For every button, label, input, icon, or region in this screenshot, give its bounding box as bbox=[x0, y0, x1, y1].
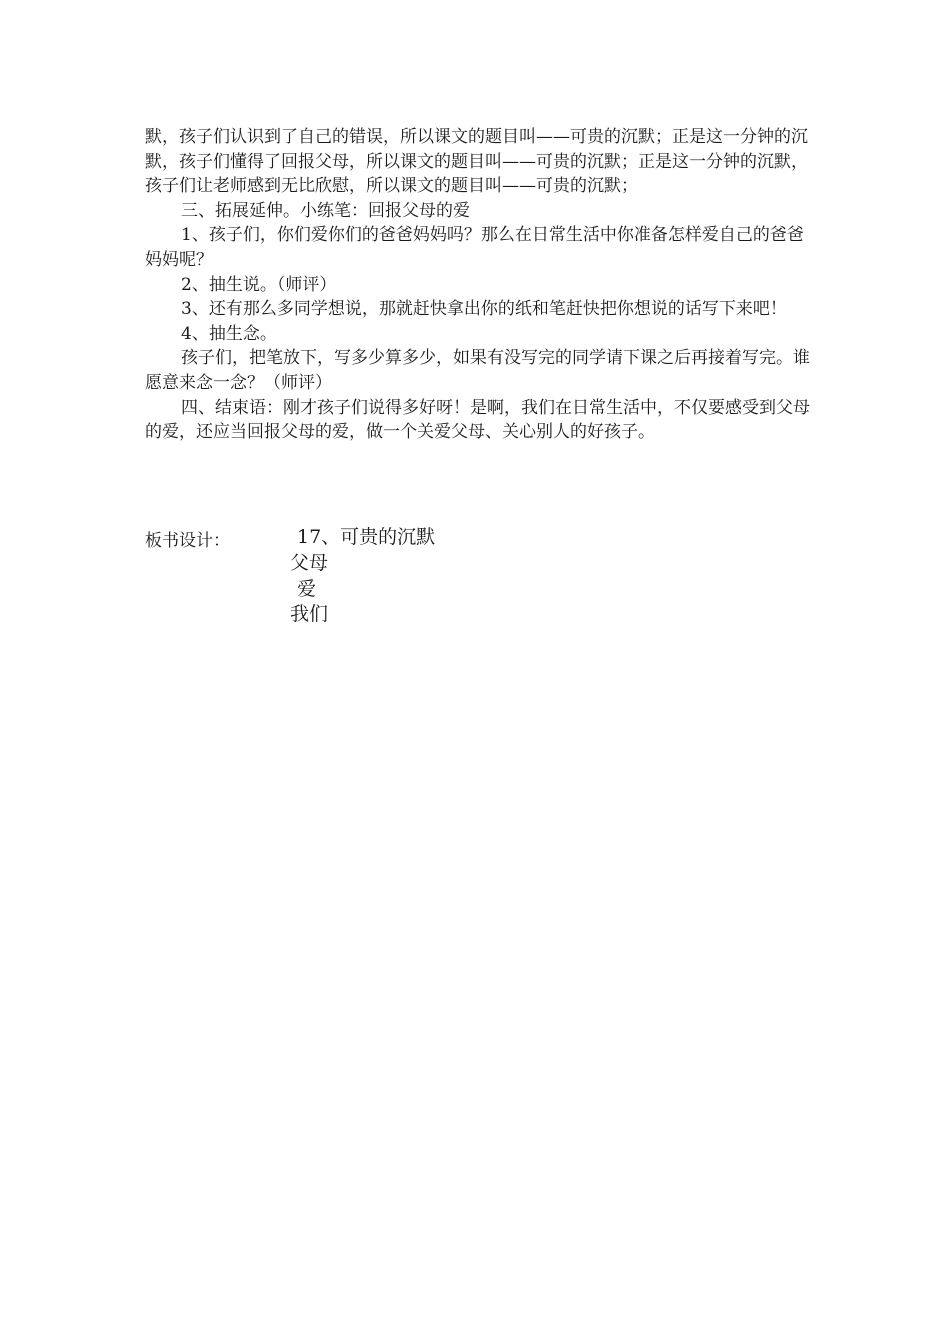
board-design-line-love: 爱 bbox=[297, 578, 317, 600]
board-design-line-us: 我们 bbox=[290, 603, 329, 625]
board-design-line-parents: 父母 bbox=[290, 552, 329, 574]
paragraph-item-1: 1、孩子们，你们爱你们的爸爸妈妈吗？那么在日常生活中你准备怎样爱自己的爸爸妈妈呢？ bbox=[145, 225, 804, 270]
board-design-title: 17、可贵的沉默 bbox=[297, 526, 436, 548]
section-heading-extension: 三、拓展延伸。小练笔：回报父母的爱 bbox=[181, 200, 470, 221]
paragraph-item-4: 4、抽生念。 bbox=[181, 323, 277, 344]
paragraph-continuation: 默，孩子们认识到了自己的错误，所以课文的题目叫——可贵的沉默；正是这一分钟的沉默，孩子们懂得了回报父母，所以课文的题目叫——可贵的沉默；正是这一分钟的沉默，孩子们让老师感到无比欣慰，所以课文的题目叫——可贵的沉默； bbox=[145, 127, 808, 197]
paragraph-item-2: 2、抽生说。（师评） bbox=[181, 274, 337, 295]
document-body bbox=[145, 125, 810, 445]
paragraph-instruction: 孩子们，把笔放下，写多少算多少，如果有没写完的同学请下课之后再接着写完。谁愿意来念一念？（师评） bbox=[145, 348, 810, 393]
paragraph-item-3: 3、还有那么多同学想说，那就赶快拿出你的纸和笔赶快把你想说的话写下来吧！ bbox=[181, 299, 787, 320]
board-design-label: 板书设计： bbox=[145, 531, 230, 551]
section-heading-conclusion: 四、结束语：刚才孩子们说得多好呀！是啊，我们在日常生活中，不仅要感受到父母的爱，还应当回报父母的爱，做一个关爱父母、关心别人的好孩子。 bbox=[145, 397, 810, 443]
